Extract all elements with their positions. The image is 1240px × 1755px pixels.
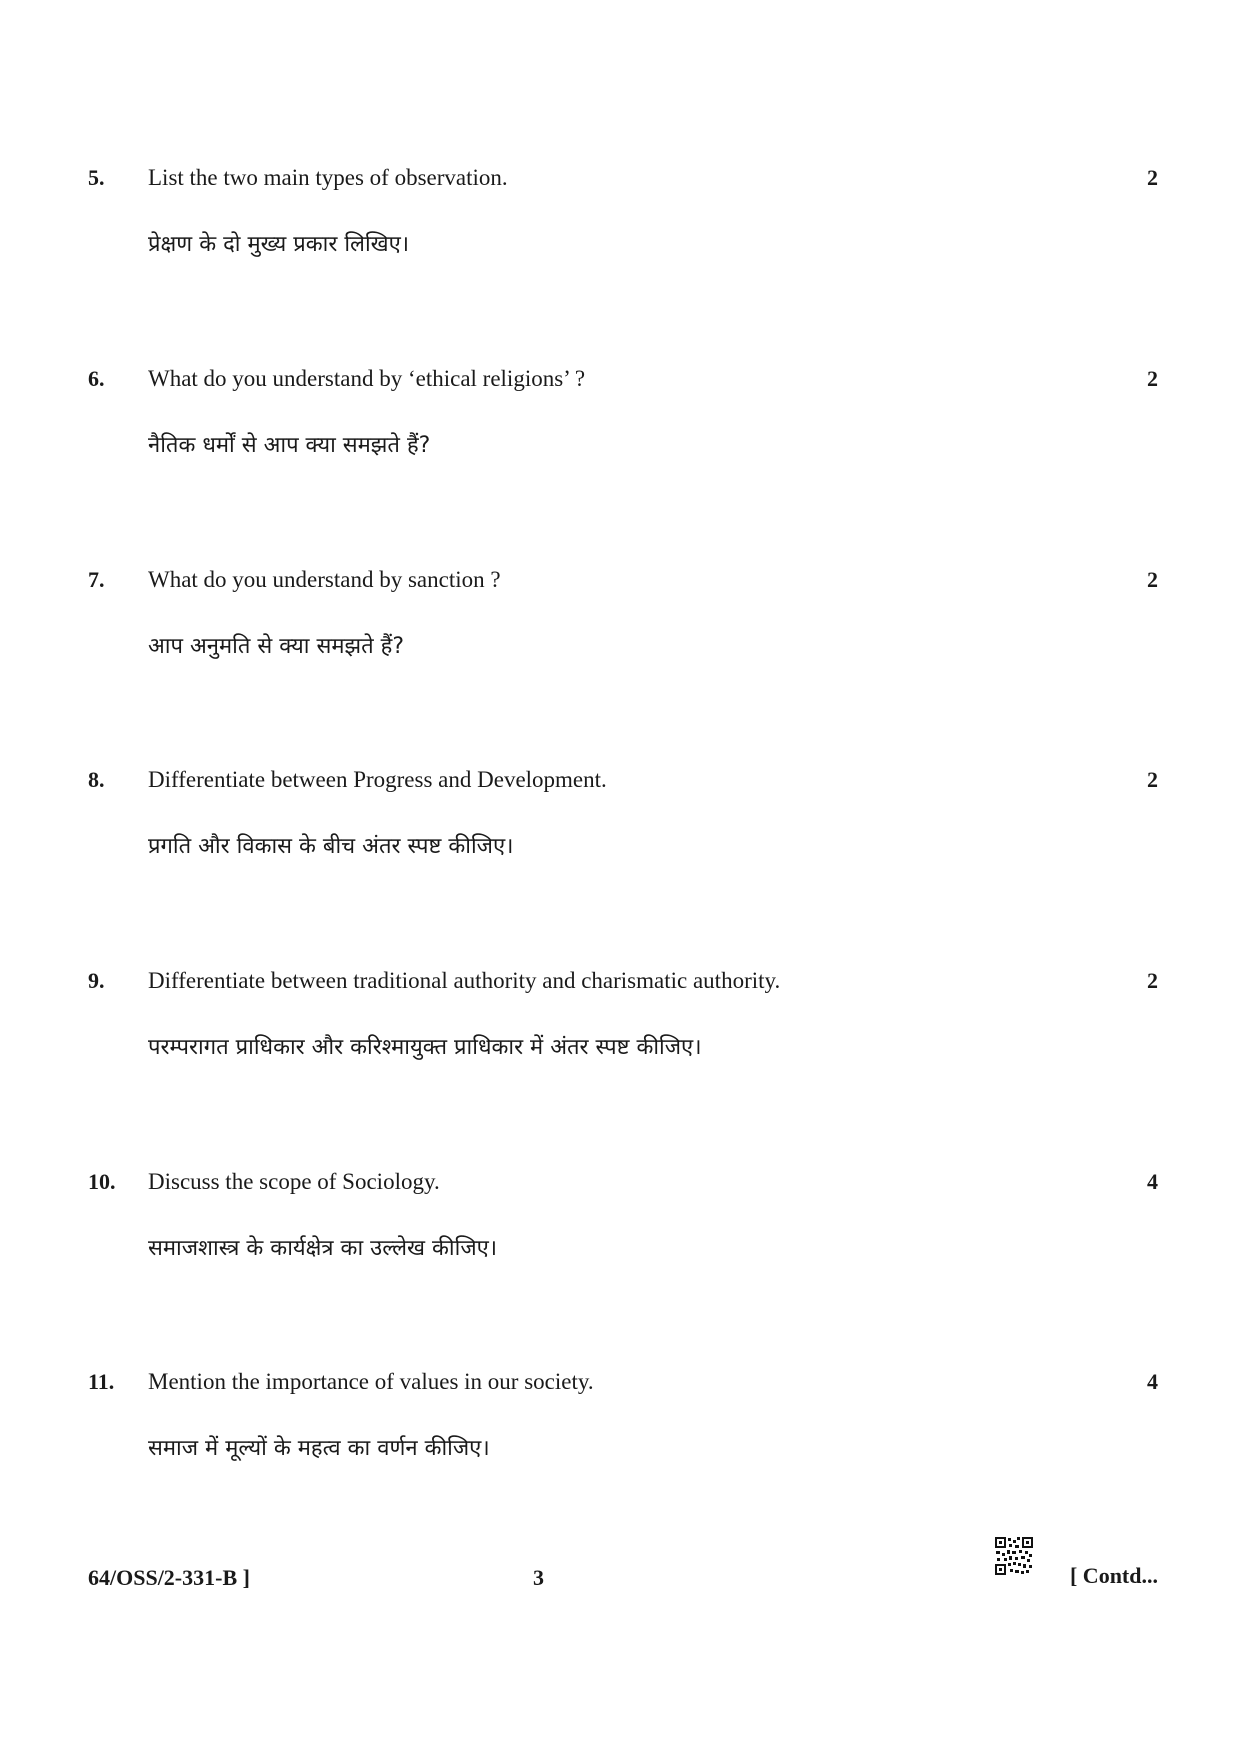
question-10 bbox=[0, 1167, 1240, 1287]
question-text-hindi: प्रेक्षण के दो मुख्य प्रकार लिखिए। bbox=[148, 232, 410, 257]
question-text-english: Discuss the scope of Sociology. bbox=[148, 1169, 440, 1194]
paper-code: 64/OSS/2-331-B ] bbox=[88, 1565, 250, 1590]
question-marks: 4 bbox=[1147, 1369, 1158, 1394]
question-7 bbox=[0, 565, 1240, 685]
question-text-english: List the two main types of observation. bbox=[148, 165, 508, 190]
question-text-hindi: समाजशास्त्र के कार्यक्षेत्र का उल्लेख कीजिए। bbox=[148, 1236, 498, 1261]
question-text-hindi: नैतिक धर्मों से आप क्या समझते हैं? bbox=[148, 433, 431, 458]
question-number: 11. bbox=[88, 1369, 115, 1394]
question-marks: 2 bbox=[1147, 968, 1158, 993]
question-text-english: Differentiate between Progress and Development. bbox=[148, 767, 607, 792]
question-text-hindi: आप अनुमति से क्या समझते हैं? bbox=[148, 634, 405, 659]
question-marks: 2 bbox=[1147, 567, 1158, 592]
question-11 bbox=[0, 1367, 1240, 1487]
page-number: 3 bbox=[533, 1565, 544, 1590]
question-text-english: Differentiate between traditional authority and charismatic authority. bbox=[148, 968, 781, 993]
question-text-english: Mention the importance of values in our society. bbox=[148, 1369, 594, 1394]
question-marks: 2 bbox=[1147, 767, 1158, 792]
question-text-hindi: समाज में मूल्यों के महत्व का वर्णन कीजिए। bbox=[148, 1436, 490, 1461]
question-6 bbox=[0, 364, 1240, 484]
question-marks: 2 bbox=[1147, 366, 1158, 391]
question-text-hindi: परम्परागत प्राधिकार और करिश्मायुक्त प्राधिकार में अंतर स्पष्ट कीजिए। bbox=[148, 1035, 702, 1060]
question-number: 10. bbox=[88, 1169, 116, 1194]
question-text-hindi: प्रगति और विकास के बीच अंतर स्पष्ट कीजिए। bbox=[148, 834, 514, 859]
question-marks: 4 bbox=[1147, 1169, 1158, 1194]
continued-label: [ Contd... bbox=[1069, 1563, 1158, 1588]
question-5 bbox=[0, 163, 1240, 283]
question-number: 6. bbox=[88, 366, 105, 391]
qr-code-icon bbox=[994, 1536, 1034, 1576]
question-text-english: What do you understand by ‘ethical religions’ ? bbox=[148, 366, 586, 391]
question-marks: 2 bbox=[1147, 165, 1158, 190]
question-number: 5. bbox=[88, 165, 105, 190]
question-8 bbox=[0, 765, 1240, 885]
question-number: 9. bbox=[88, 968, 105, 993]
question-9 bbox=[0, 966, 1240, 1086]
question-number: 7. bbox=[88, 567, 105, 592]
question-number: 8. bbox=[88, 767, 105, 792]
question-text-english: What do you understand by sanction ? bbox=[148, 567, 501, 592]
